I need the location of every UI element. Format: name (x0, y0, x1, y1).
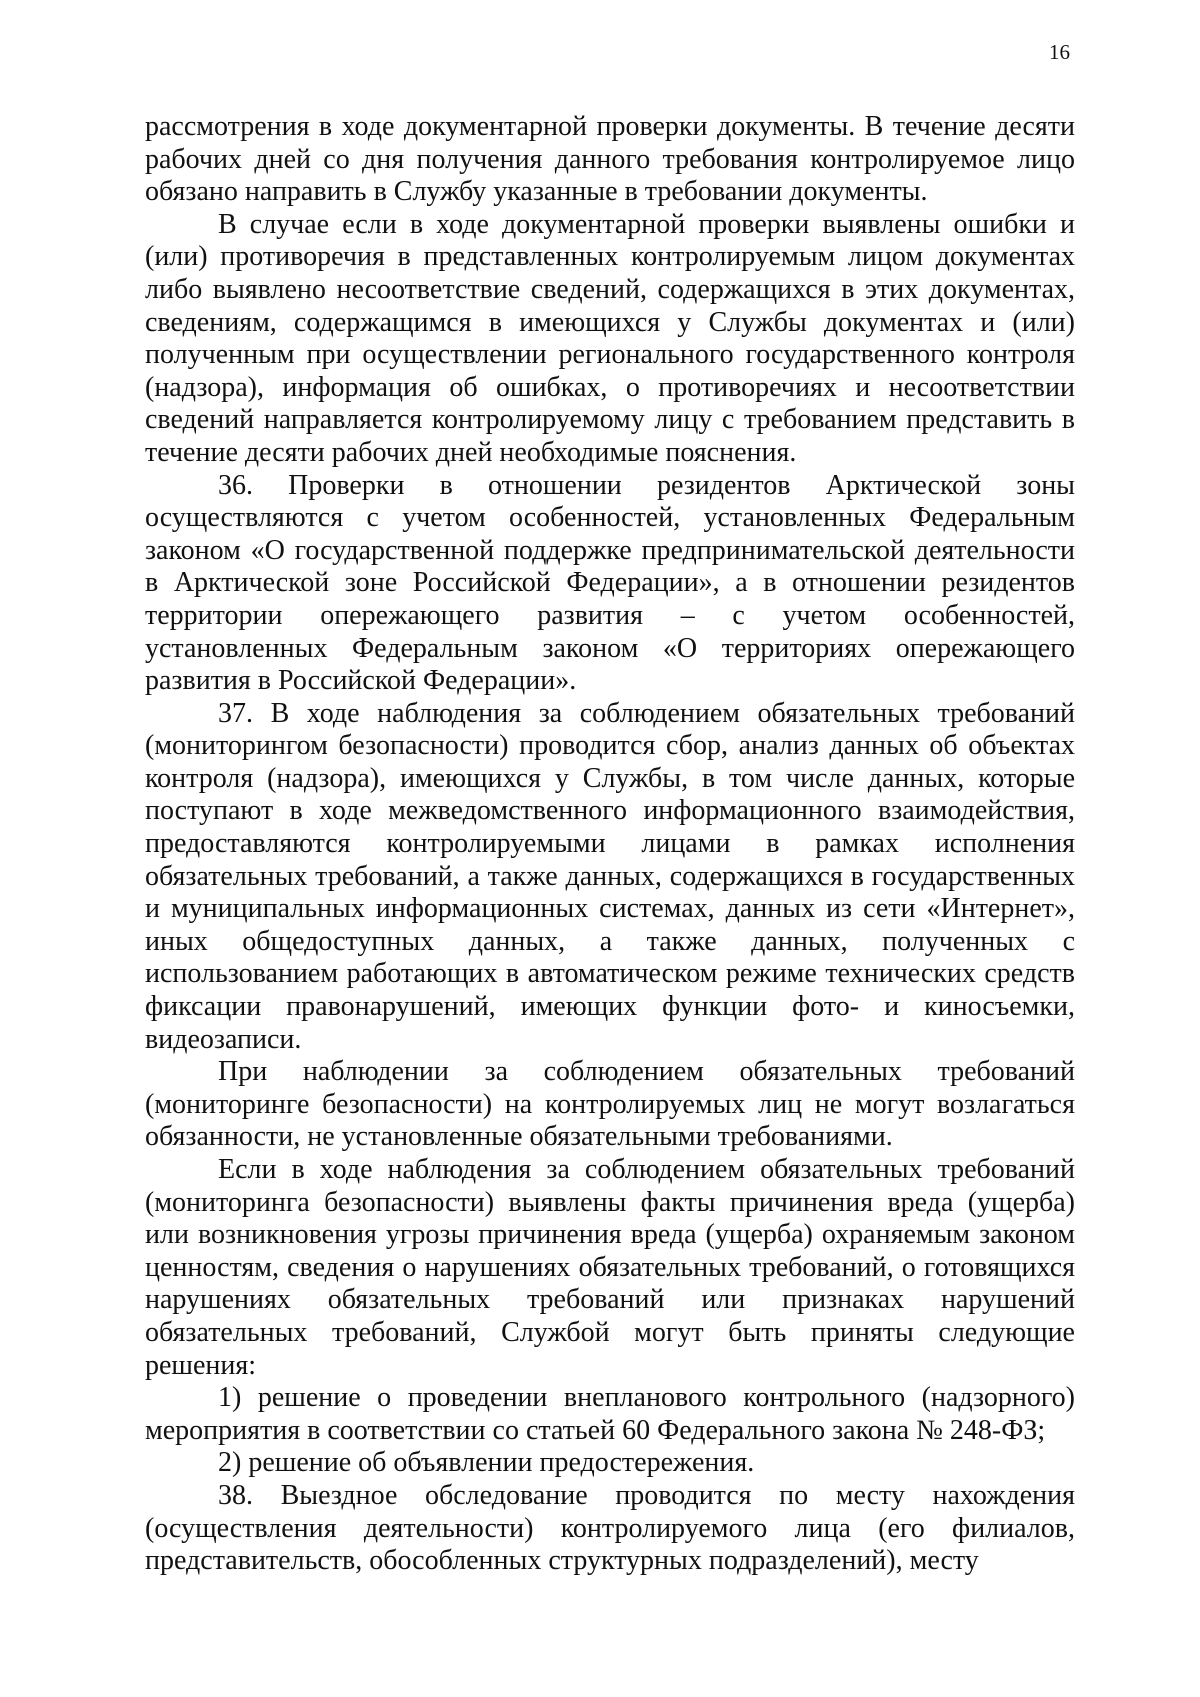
document-body (145, 111, 1075, 1578)
paragraph-monitoring-obligations: При наблюдении за соблюдением обязательных требований (мониторинге безопасности) на контролируемых лиц не могут возлагаться обязанности, не установленные обязательными требованиями. (145, 1056, 1075, 1153)
page-number: 16 (1049, 40, 1070, 64)
list-item-decision-1: 1) решение о проведении внепланового контрольного (надзорного) мероприятия в соответствии со статьей 60 Федерального закона № 248-ФЗ; (145, 1382, 1075, 1446)
paragraph-continuation: рассмотрения в ходе документарной проверки документы. В течение десяти рабочих дней со дня получения данного требования контролируемое лицо обязано направить в Службу указанные в требовании документы. (145, 111, 1075, 208)
paragraph-37-monitoring: 37. В ходе наблюдения за соблюдением обязательных требований (мониторингом безопасности) проводится сбор, анализ данных об объектах контроля (надзора), имеющихся у Службы, в том числе данных, которые поступают в ходе межведомственного информационного взаимодействия, предоставляются контролируемыми лицами в рамках исполнения обязательных требований, а также данных, содержащихся в государственных и муниципальных информационных системах, данных из сети «Интернет», иных общедоступных данных, а также данных, полученных с использованием работающих в автоматическом режиме технических средств фиксации правонарушений, имеющих функции фото- и киносъемки, видеозаписи. (145, 697, 1075, 1055)
paragraph-36-arctic-zone: 36. Проверки в отношении резидентов Арктической зоны осуществляются с учетом особенностей, установленных Федеральным законом «О государственной поддержке предпринимательской деятельности в Арктической зоне Российской Федерации», а в отношении резидентов территории опережающего развития – с учетом особенностей, установленных Федеральным законом «О территориях опережающего развития в Российской Федерации». (145, 469, 1075, 697)
list-item-decision-2: 2) решение об объявлении предостережения. (218, 1447, 755, 1479)
paragraph-38-field-inspection: 38. Выездное обследование проводится по месту нахождения (осуществления деятельности) контролируемого лица (его филиалов, представительств, обособленных структурных подразделений), месту (145, 1479, 1075, 1577)
paragraph-monitoring-decisions: Если в ходе наблюдения за соблюдением обязательных требований (мониторинга безопасности) выявлены факты причинения вреда (ущерба) или возникновения угрозы причинения вреда (ущерба) охраняемым законом ценностям, сведения о нарушениях обязательных требований, о готовящихся нарушениях обязательных требований или признаках нарушений обязательных требований, Службой могут быть приняты следующие решения: (145, 1154, 1075, 1381)
paragraph-errors-contradictions: В случае если в ходе документарной проверки выявлены ошибки и (или) противоречия в представленных контролируемым лицом документах либо выявлено несоответствие сведений, содержащихся в этих документах, сведениям, содержащимся в имеющихся у Службы документах и (или) полученным при осуществлении регионального государственного контроля (надзора), информация об ошибках, о противоречиях и несоответствии сведений направляется контролируемому лицу с требованием представить в течение десяти рабочих дней необходимые пояснения. (145, 208, 1075, 468)
